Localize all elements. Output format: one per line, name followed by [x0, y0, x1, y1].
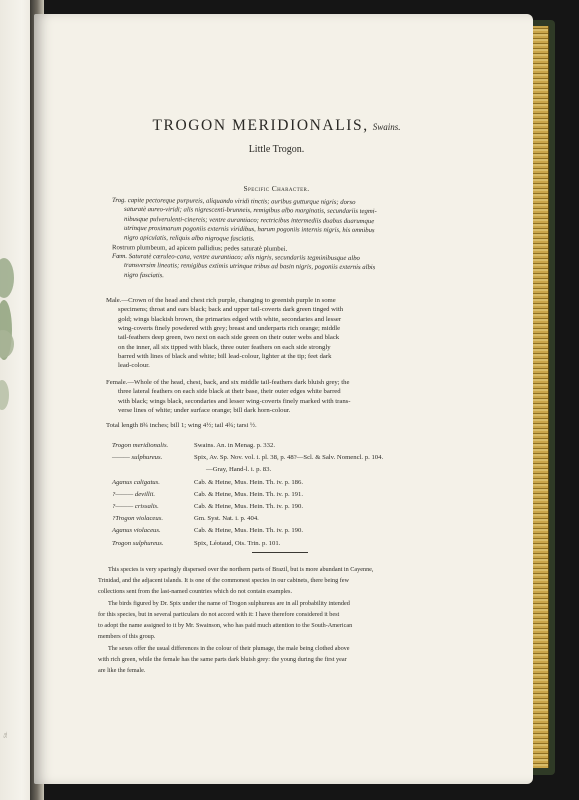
male-line: gold; wings blackish brown, the primaries edged with white, secondaries and lesser	[118, 315, 342, 323]
latin-line: Fœm. Saturatè cæruleo-cana, ventre aurantiaco; alis nigris, secundariis tegminibusque albo	[111, 252, 360, 262]
reference-citation: Cab. & Heine, Mus. Hein. Th. iv. p. 191.	[194, 490, 304, 498]
latin-line: Rostrum plumbeum, ad apicem pallidius; pedes saturatè plumbei.	[111, 243, 288, 253]
latin-line: nibusque pulverulenti-cinereis; ventre aurantiaco; rectricibus intermediis duabus duarumque	[123, 215, 375, 225]
latin-line: nigro fasciatis.	[123, 272, 164, 280]
common-name: Little Trogon.	[248, 144, 305, 155]
male-line: tail-feathers deep green, two next on each side green on their outer webs and black	[118, 334, 340, 342]
female-line: with black; wings black, secondaries and lesser wing-coverts finely marked with trans-	[118, 397, 351, 405]
plant-leaf-illustration	[0, 258, 14, 298]
reference-name: Trogon meridionalis.	[112, 442, 169, 449]
reference-name: Aganus violaceus.	[112, 527, 161, 535]
female-line: three lateral feathers on each side black at their base, their outer edges white barred	[118, 388, 341, 396]
male-line: barred with lines of black and white; bill lead-colour, lighter at the tip; feet dark	[118, 352, 332, 360]
notes-line: are like the female.	[98, 667, 146, 674]
measurements: Total length 8¾ inches; bill 1; wing 4½; tail 4¾; tarsi ½.	[106, 422, 257, 429]
female-line: verse lines of white; under surface orange; bill dark horn-colour.	[118, 406, 291, 414]
reference-name: ?Trogon violaceus.	[112, 515, 164, 523]
plant-leaf-illustration	[0, 380, 9, 410]
library-stamp: Sn.	[4, 731, 9, 738]
species-title	[34, 117, 519, 135]
notes-line: The birds figured by Dr. Spix under the name of Trogon sulphureus are in all probability intended	[108, 600, 350, 607]
reference-citation: Gm. Syst. Nat. i. p. 404.	[194, 515, 259, 523]
notes-line: The sexes offer the usual differences in the colour of their plumage, the male being clothed above	[108, 645, 350, 652]
male-line: wing-coverts finely powdered with grey; breast and underparts rich orange; middle	[118, 324, 341, 332]
reference-name: ?——— crissalis.	[112, 503, 159, 510]
reference-citation: Cab. & Heine, Mus. Hein. Th. iv. p. 186.	[194, 478, 304, 486]
title-text: TROGON MERIDIONALIS,	[152, 117, 369, 134]
male-line: specimens; throat and ears black; back and upper tail-coverts dark green tinged with	[118, 306, 344, 314]
reference-citation: Swains. An. in Menag. p. 332.	[194, 442, 275, 449]
reference-citation: —Gray, Hand-l. i. p. 83.	[206, 466, 272, 474]
male-line: Male.—Crown of the head and chest rich purple, changing to greenish purple in some	[106, 297, 336, 304]
notes-line: members of this group.	[98, 633, 156, 640]
specific-character-heading: Specific Character.	[243, 184, 310, 193]
book-page	[34, 14, 533, 784]
title-author: Swains.	[372, 122, 401, 132]
male-line: lead-colour.	[118, 362, 150, 370]
reference-name: Trogon sulphureus.	[112, 539, 164, 547]
male-line: on the inner, all six tipped with black, three outer feathers on each side strongly	[118, 343, 331, 351]
notes-line: collections sent from the last-named countries which do not contain examples.	[98, 588, 292, 595]
latin-line: nigro apiculatis, reliquis albo nigroque fasciatis.	[123, 234, 255, 243]
latin-line: utrinque proximarum pogoniis externis viridibus, harum pogoniis internis nigris, his omnibus	[123, 224, 375, 234]
notes-line: This species is very sparingly dispersed over the northern parts of Brazil, but is more abundant in Cayenne,	[108, 566, 374, 573]
reference-name: ——— sulphureus.	[112, 454, 163, 462]
reference-citation: Spix, Léotaud, Ois. Trin. p. 101.	[194, 539, 281, 547]
reference-citation: Cab. & Heine, Mus. Hein. Th. iv. p. 190.	[194, 503, 304, 510]
reference-name: ?——— devillii.	[112, 490, 156, 498]
female-line: Female.—Whole of the head, chest, back, and six middle tail-feathers dark bluish grey; the	[106, 379, 350, 386]
reference-name: Aganus caligatus.	[112, 478, 160, 486]
notes-line: with rich green, while the female has the same parts dark bluish grey: the young during the first year	[98, 656, 347, 663]
notes-line: for this species, but in several particulars do not accord with it: I have therefore considered it best	[98, 611, 340, 618]
reference-citation: Spix, Av. Sp. Nov. vol. i. pl. 38, p. 48?—Scl. & Salv. Nomencl. p. 104.	[194, 454, 384, 462]
section-divider	[252, 552, 308, 553]
notes-line: to adopt the name assigned to it by Mr. Swainson, who has paid much attention to the South-American	[98, 622, 353, 629]
latin-line: saturatè aureo-viridi; alis nigrescenti-brunneis, remigibus albo marginatis, secundariis tegmi-	[123, 206, 377, 216]
latin-line: Trog. capite pectoreque purpureis, aliquando viridi tinctis; auribus gutturque nigris; dorso	[111, 196, 356, 207]
notes-line: Trinidad, and the adjacent islands. It is one of the commonest species in our cabinets, there being few	[98, 577, 349, 584]
reference-citation: Cab. & Heine, Mus. Hein. Th. iv. p. 190.	[194, 527, 304, 535]
latin-line: transversim lineatis; remigibus extimis utrinque tribus ad basin nigris, pogoniis externis albis	[123, 261, 376, 272]
